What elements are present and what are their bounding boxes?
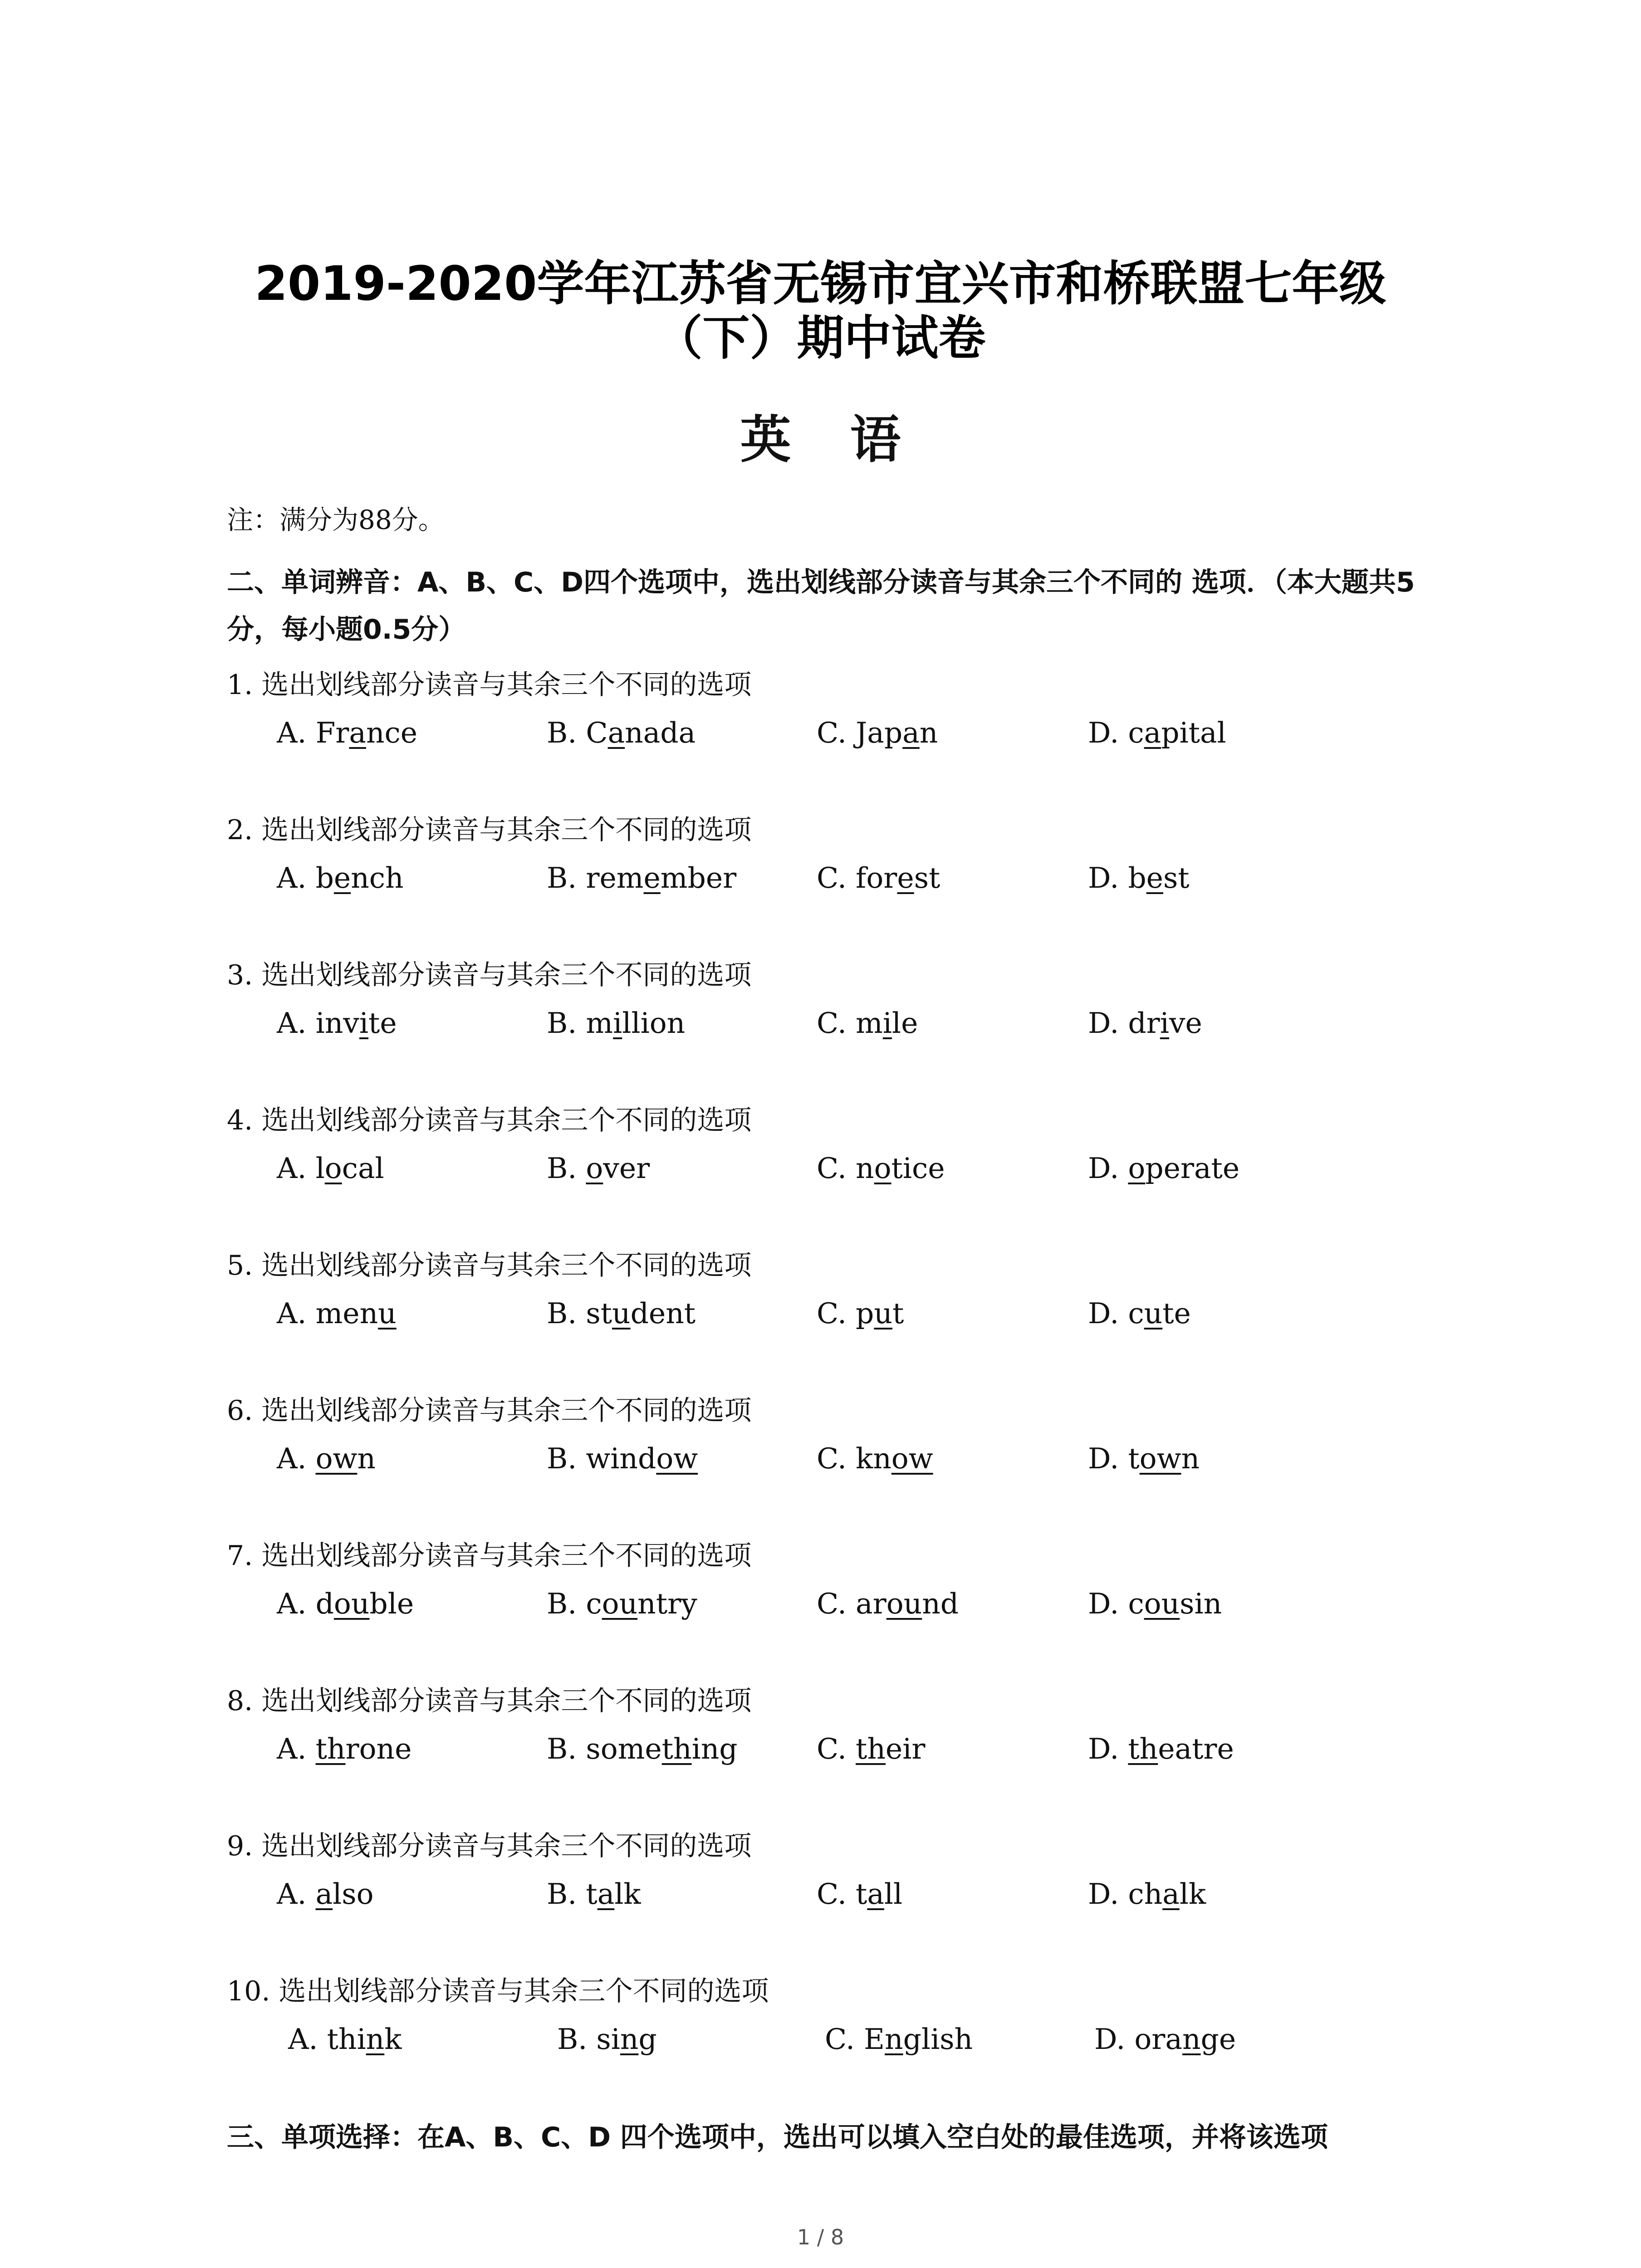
option-b[interactable]: B. something [547, 1732, 738, 1765]
option-a[interactable]: A. also [277, 1877, 374, 1911]
question-item [227, 1828, 1452, 1923]
option-c[interactable]: C. tall [817, 1877, 903, 1911]
question-stem: 8. 选出划线部分读音与其余三个不同的选项 [227, 1685, 752, 1717]
page-number: 1 / 8 [797, 2225, 844, 2249]
option-b[interactable]: B. talk [547, 1877, 641, 1911]
question-item [227, 1247, 1452, 1343]
question-item [227, 1683, 1452, 1778]
option-d[interactable]: D. drive [1088, 1007, 1202, 1040]
exam-title-line1: 2019-2020学年江苏省无锡市宜兴市和桥联盟七年级 [255, 256, 1386, 311]
option-d[interactable]: D. cousin [1088, 1587, 1222, 1620]
question-stem: 9. 选出划线部分读音与其余三个不同的选项 [227, 1830, 752, 1862]
question-item [227, 667, 1452, 762]
question-item [227, 1393, 1452, 1488]
option-b[interactable]: B. over [547, 1152, 650, 1185]
question-stem: 10. 选出划线部分读音与其余三个不同的选项 [227, 1975, 769, 2007]
question-stem: 6. 选出划线部分读音与其余三个不同的选项 [227, 1395, 752, 1427]
option-c[interactable]: C. notice [817, 1152, 945, 1185]
subject-heading: 英语 [740, 411, 960, 469]
option-c[interactable]: C. put [817, 1297, 904, 1330]
question-stem: 4. 选出划线部分读音与其余三个不同的选项 [227, 1105, 752, 1136]
option-b[interactable]: B. remember [547, 861, 737, 894]
score-note: 注：满分为88分。 [227, 504, 445, 535]
option-a[interactable]: A. bench [277, 861, 404, 894]
exam-title-line2: （下）期中试卷 [655, 310, 986, 366]
question-item [227, 812, 1452, 907]
option-c[interactable]: C. their [817, 1732, 926, 1765]
option-b[interactable]: B. Canada [547, 716, 696, 749]
option-d[interactable]: D. theatre [1088, 1732, 1234, 1765]
option-c[interactable]: C. forest [817, 861, 941, 894]
option-c[interactable]: C. mile [817, 1007, 918, 1040]
option-a[interactable]: A. think [288, 2023, 402, 2056]
option-b[interactable]: B. student [547, 1297, 696, 1330]
option-b[interactable]: B. country [547, 1587, 697, 1620]
option-d[interactable]: D. orange [1094, 2023, 1236, 2056]
option-c[interactable]: C. English [825, 2023, 973, 2056]
option-d[interactable]: D. best [1088, 861, 1190, 894]
question-item [227, 1973, 1452, 2068]
option-b[interactable]: B. sing [557, 2023, 657, 2056]
option-a[interactable]: A. invite [277, 1007, 397, 1040]
option-d[interactable]: D. capital [1088, 716, 1226, 749]
question-stem: 5. 选出划线部分读音与其余三个不同的选项 [227, 1250, 752, 1281]
question-stem: 7. 选出划线部分读音与其余三个不同的选项 [227, 1540, 752, 1572]
option-b[interactable]: B. window [547, 1442, 698, 1475]
option-c[interactable]: C. around [817, 1587, 959, 1620]
question-stem: 3. 选出划线部分读音与其余三个不同的选项 [227, 959, 752, 991]
option-a[interactable]: A. double [277, 1587, 414, 1620]
option-a[interactable]: A. France [277, 716, 418, 749]
option-a[interactable]: A. local [277, 1152, 384, 1185]
option-c[interactable]: C. Japan [817, 716, 938, 749]
option-a[interactable]: A. menu [277, 1297, 397, 1330]
option-b[interactable]: B. million [547, 1007, 686, 1040]
option-a[interactable]: A. own [277, 1442, 376, 1475]
section-2-instructions: 二、单词辨音：A、B、C、D四个选项中，选出划线部分读音与其余三个不同的 选项．（本大题共5分，每小题0.5分） [227, 567, 1415, 645]
option-d[interactable]: D. operate [1088, 1152, 1240, 1185]
question-item [227, 957, 1452, 1052]
question-item [227, 1538, 1452, 1633]
question-stem: 2. 选出划线部分读音与其余三个不同的选项 [227, 814, 752, 846]
option-a[interactable]: A. throne [277, 1732, 412, 1765]
section-3-instructions: 三、单项选择：在A、B、C、D 四个选项中，选出可以填入空白处的最佳选项，并将该选项 [227, 2121, 1328, 2153]
option-c[interactable]: C. know [817, 1442, 933, 1475]
question-stem: 1. 选出划线部分读音与其余三个不同的选项 [227, 669, 752, 701]
question-item [227, 1102, 1452, 1198]
option-d[interactable]: D. town [1088, 1442, 1200, 1475]
option-d[interactable]: D. cute [1088, 1297, 1191, 1330]
option-d[interactable]: D. chalk [1088, 1877, 1206, 1911]
